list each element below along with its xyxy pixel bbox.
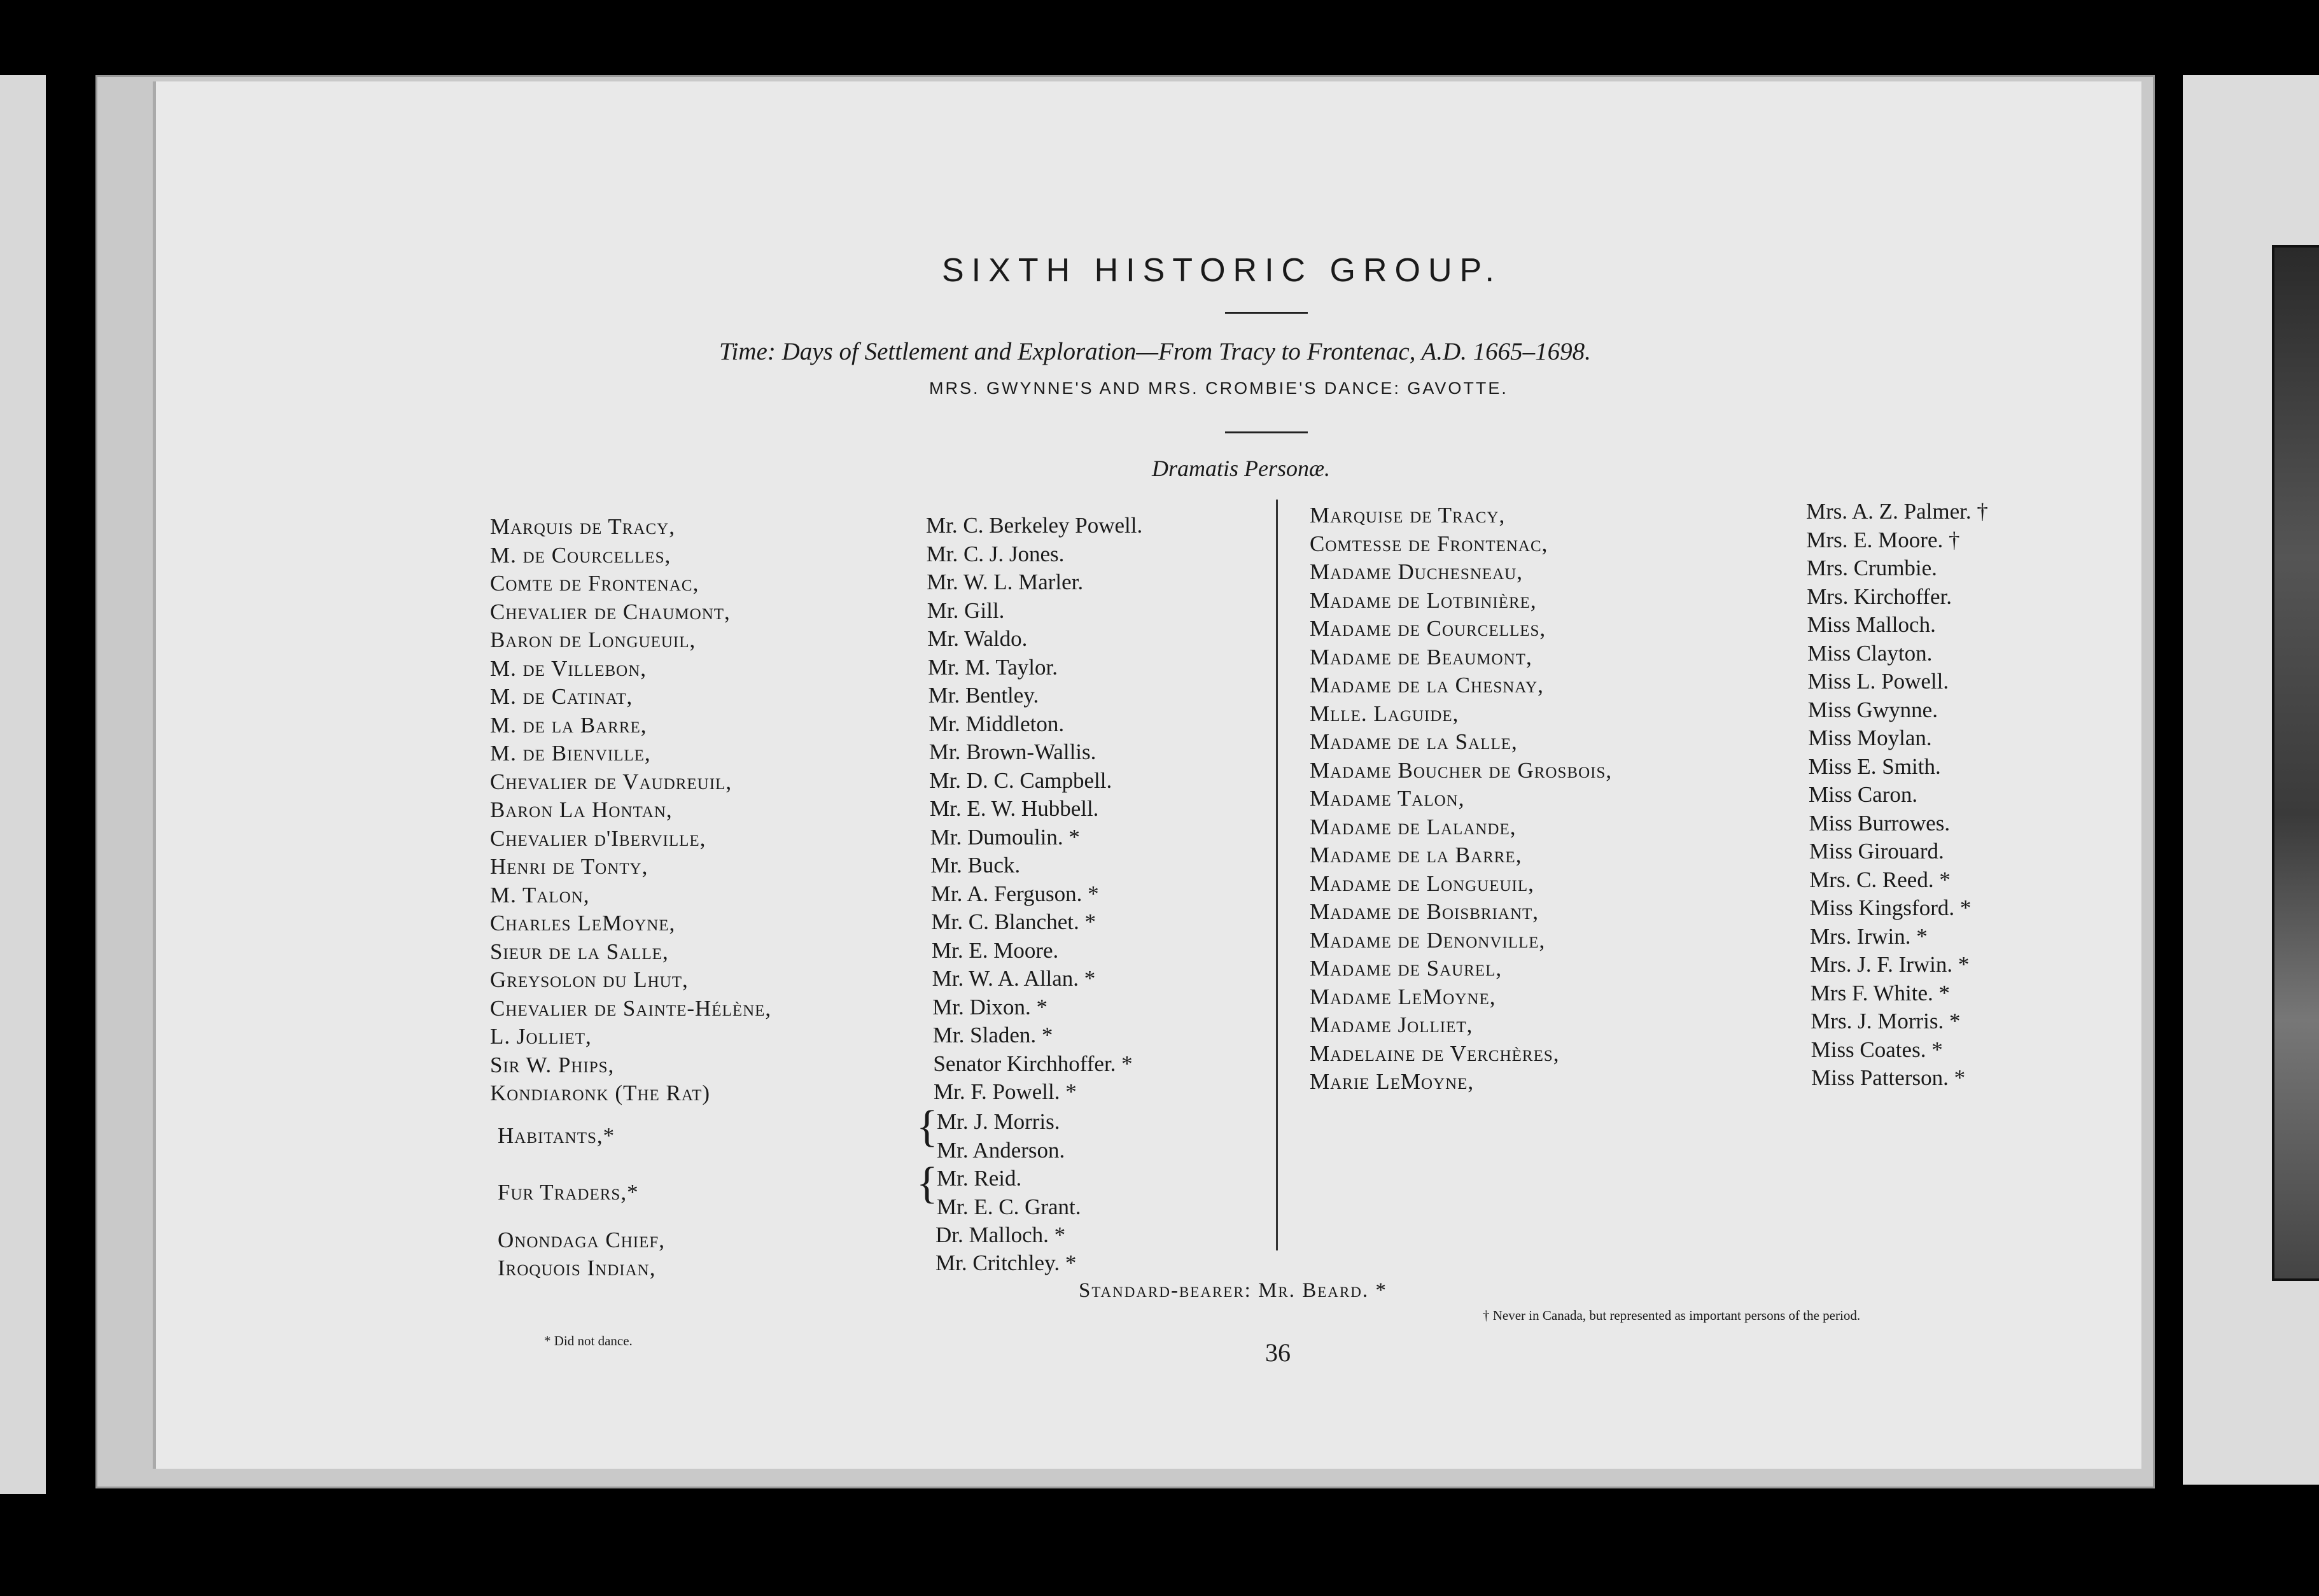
footnote-did-not-dance: * Did not dance. xyxy=(544,1333,633,1348)
cast-role: Comte de Frontenac, xyxy=(490,571,699,596)
cast-actor: Mrs. Irwin. * xyxy=(1810,924,1928,949)
cast-group-actor: Mr. J. Morris. xyxy=(937,1109,1060,1134)
cast-actor: Miss Clayton. xyxy=(1807,641,1933,666)
cast-actor: Mr. Middleton. xyxy=(928,711,1065,736)
cast-role: Chevalier de Chaumont, xyxy=(490,599,731,624)
column-divider xyxy=(1276,500,1278,1250)
cast-actor: Mrs. C. Reed. * xyxy=(1809,867,1951,892)
cast-role: Marquise de Tracy, xyxy=(1310,503,1506,528)
cast-role: Madame de Saurel, xyxy=(1310,956,1503,981)
cast-actor: Mrs. E. Moore. † xyxy=(1806,528,1960,552)
cast-role: Madame LeMoyne, xyxy=(1310,984,1496,1009)
cast-actor: Miss L. Powell. xyxy=(1807,669,1949,694)
cast-actor: Mr. C. Blanchet. * xyxy=(931,909,1096,934)
cast-actor: Mr. A. Ferguson. * xyxy=(930,881,1099,906)
cast-actor: Miss Girouard. xyxy=(1809,839,1944,864)
cast-role: Madame de Lalande, xyxy=(1310,815,1517,839)
cast-role: Iroquois Indian, xyxy=(498,1256,656,1280)
cast-group-actor: Mr. E. C. Grant. xyxy=(937,1194,1081,1219)
cast-role: L. Jolliet, xyxy=(490,1024,592,1049)
cast-actor: Mrs F. White. * xyxy=(1810,981,1950,1005)
cast-actor: Mr. Waldo. xyxy=(927,626,1028,651)
cast-actor: Mr. D. C. Campbell. xyxy=(929,768,1112,793)
cast-role: M. de Catinat, xyxy=(490,684,633,709)
cast-actor: Miss Gwynne. xyxy=(1807,697,1938,722)
standard-bearer-line: Standard-bearer: Mr. Beard. * xyxy=(1079,1279,1387,1302)
cast-actor: Mrs. J. F. Irwin. * xyxy=(1810,952,1970,977)
cast-actor: Mr. Dumoulin. * xyxy=(930,825,1080,850)
cast-group-actor: Mr. Anderson. xyxy=(937,1138,1065,1163)
cast-actor: Miss Kingsford. * xyxy=(1809,895,1972,920)
cast-actor: Mr. Buck. xyxy=(930,853,1021,878)
group-brace: { xyxy=(916,1102,938,1151)
cast-role: M. de Bienville, xyxy=(490,741,651,766)
cast-role: M. Talon, xyxy=(490,883,590,907)
adjacent-photo-plate xyxy=(2272,245,2319,1281)
cast-role: Madame de la Chesnay, xyxy=(1310,673,1544,697)
cast-actor: Miss Malloch. xyxy=(1807,612,1936,637)
cast-actor: Miss Burrowes. xyxy=(1809,811,1951,836)
cast-actor: Mr. E. W. Hubbell. xyxy=(930,796,1099,821)
cast-actor: Mr. Sladen. * xyxy=(932,1023,1053,1047)
cast-role: M. de Villebon, xyxy=(490,656,647,681)
cast-group-role: Fur Traders,* xyxy=(498,1180,639,1205)
cast-role: Kondiaronk (The Rat) xyxy=(490,1081,711,1105)
cast-role: Madame de Denonville, xyxy=(1310,928,1546,953)
cast-actor: Mr. Critchley. * xyxy=(935,1250,1077,1275)
dramatis-heading: Dramatis Personæ. xyxy=(1152,456,1331,481)
cast-actor: Senator Kirchhoffer. * xyxy=(933,1051,1133,1076)
cast-actor: Dr. Malloch. * xyxy=(935,1222,1066,1247)
cast-actor: Mr. F. Powell. * xyxy=(934,1079,1077,1104)
cast-role: Chevalier d'Iberville, xyxy=(490,826,706,851)
cast-role: Henri de Tonty, xyxy=(490,854,648,879)
cast-role: Comtesse de Frontenac, xyxy=(1310,531,1548,556)
cast-actor: Mr. W. L. Marler. xyxy=(927,570,1084,594)
cast-actor: Miss E. Smith. xyxy=(1808,754,1941,779)
cast-actor: Mrs. A. Z. Palmer. † xyxy=(1806,499,1988,524)
cast-role: Madame de Boisbriant, xyxy=(1310,899,1539,924)
cast-role: Greysolon du Lhut, xyxy=(490,967,689,992)
cast-role: Madame de Courcelles, xyxy=(1310,616,1546,641)
cast-group-role: Habitants,* xyxy=(498,1123,615,1148)
cast-role: Baron de Longueuil, xyxy=(490,627,696,652)
cast-actor: Mr. Gill. xyxy=(927,598,1005,623)
cast-actor: Mrs. Kirchoffer. xyxy=(1807,584,1952,609)
cast-actor: Mr. W. A. Allan. * xyxy=(932,966,1096,991)
page-title: SIXTH HISTORIC GROUP. xyxy=(942,252,1502,289)
cast-role: Onondaga Chief, xyxy=(498,1228,666,1252)
cast-actor: Miss Moylan. xyxy=(1808,725,1932,750)
footnote-never-in-canada: † Never in Canada, but represented as important persons of the period. xyxy=(1483,1308,1861,1323)
page-number: 36 xyxy=(1265,1338,1291,1367)
dance-rule xyxy=(1225,431,1308,433)
cast-actor: Mrs. J. Morris. * xyxy=(1811,1009,1961,1033)
cast-role: M. de Courcelles, xyxy=(490,543,671,568)
group-brace: { xyxy=(916,1159,938,1208)
cast-actor: Mr. C. J. Jones. xyxy=(926,542,1065,566)
cast-actor: Miss Caron. xyxy=(1809,782,1918,807)
cast-role: Madame de Longueuil, xyxy=(1310,871,1534,896)
cast-role: Madame de Lotbinière, xyxy=(1310,588,1537,613)
cast-role: Baron La Hontan, xyxy=(490,797,673,822)
cast-actor: Miss Coates. * xyxy=(1811,1037,1943,1062)
cast-role: M. de la Barre, xyxy=(490,713,647,738)
cast-role: Madelaine de Verchères, xyxy=(1310,1041,1560,1066)
time-subtitle: Time: Days of Settlement and Exploration—From Tracy to Frontenac, A.D. 1665–1698. xyxy=(719,338,1591,365)
cast-role: Marquis de Tracy, xyxy=(490,514,675,539)
cast-actor: Mr. Dixon. * xyxy=(932,995,1048,1019)
cast-actor: Miss Patterson. * xyxy=(1811,1065,1966,1090)
cast-role: Madame Duchesneau, xyxy=(1310,559,1523,584)
cast-actor: Mr. C. Berkeley Powell. xyxy=(926,513,1143,538)
cast-role: Madame de la Salle, xyxy=(1310,729,1518,754)
cast-role: Madame de Beaumont, xyxy=(1310,645,1532,669)
cast-role: Sieur de la Salle, xyxy=(490,939,669,964)
cast-role: Chevalier de Sainte-Hélène, xyxy=(490,996,772,1021)
cast-actor: Mrs. Crumbie. xyxy=(1806,556,1937,580)
cast-role: Madame de la Barre, xyxy=(1310,843,1522,867)
cast-role: Chevalier de Vaudreuil, xyxy=(490,769,732,794)
cast-role: Madame Talon, xyxy=(1310,786,1465,811)
cast-role: Charles LeMoyne, xyxy=(490,911,676,935)
dance-line: MRS. GWYNNE'S AND MRS. CROMBIE'S DANCE: GAVOTTE. xyxy=(929,379,1508,398)
cast-actor: Mr. E. Moore. xyxy=(932,938,1059,963)
cast-role: Madame Boucher de Grosbois, xyxy=(1310,758,1613,783)
cast-role: Marie LeMoyne, xyxy=(1310,1069,1475,1094)
cast-role: Sir W. Phips, xyxy=(490,1053,615,1077)
title-rule xyxy=(1225,312,1308,314)
adjacent-page-left xyxy=(0,75,46,1494)
cast-actor: Mr. M. Taylor. xyxy=(928,655,1058,680)
cast-actor: Mr. Bentley. xyxy=(928,683,1039,708)
cast-group-actor: Mr. Reid. xyxy=(937,1166,1022,1191)
cast-actor: Mr. Brown-Wallis. xyxy=(928,739,1096,764)
cast-role: Madame Jolliet, xyxy=(1310,1012,1473,1037)
cast-role: Mlle. Laguide, xyxy=(1310,701,1459,726)
